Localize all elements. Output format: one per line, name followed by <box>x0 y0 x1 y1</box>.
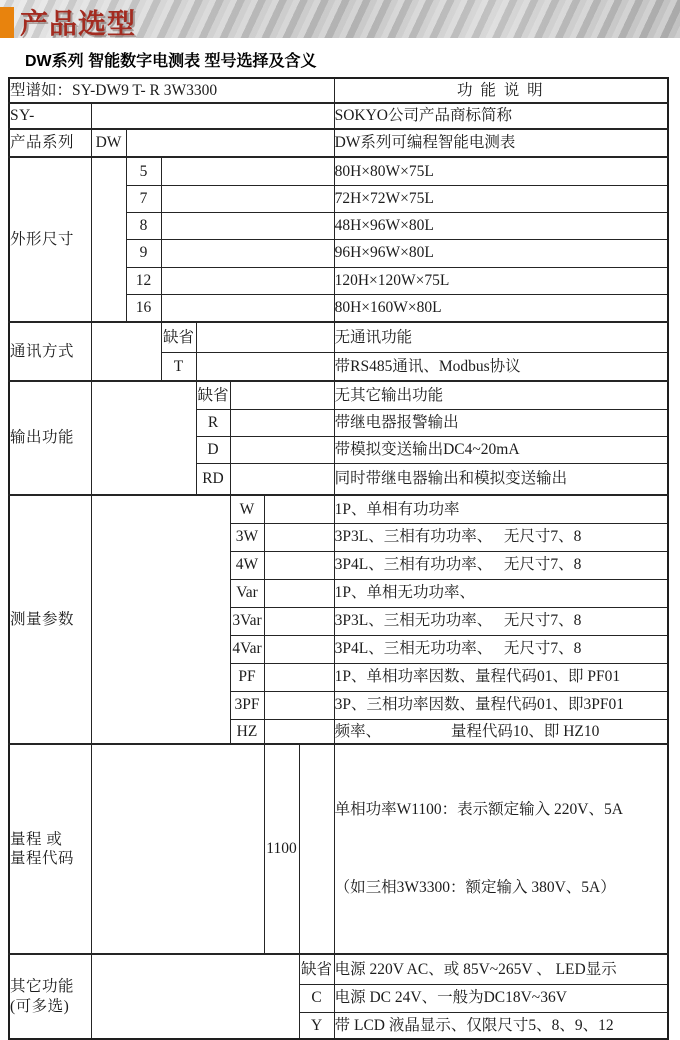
empty-cell <box>264 663 334 691</box>
measure-code: 3PF <box>230 691 264 719</box>
empty-cell <box>264 719 334 744</box>
range-section-label <box>9 744 91 954</box>
banner-accent-block <box>0 7 14 38</box>
measure-desc: 3P4L、三相无功功率、 无尺寸7、8 <box>334 635 668 663</box>
range-desc <box>334 744 668 954</box>
empty-cell <box>264 579 334 607</box>
measure-code: 3Var <box>230 607 264 635</box>
measure-desc: 1P、单相有功功率 <box>334 495 668 523</box>
empty-cell <box>264 551 334 579</box>
model-spectrum-header: 型谱如：SY-DW9 T- R 3W3300 <box>9 78 334 103</box>
empty-cell <box>91 954 299 1039</box>
size-code: 8 <box>126 212 161 239</box>
other-label-line2: (可多选) <box>10 997 70 1015</box>
size-desc: 48H×96W×80L <box>334 212 668 239</box>
output-code: 缺省 <box>196 381 230 409</box>
empty-cell <box>264 523 334 551</box>
measure-code: W <box>230 495 264 523</box>
empty-cell <box>91 103 334 129</box>
measure-desc: 3P3L、三相无功功率、 无尺寸7、8 <box>334 607 668 635</box>
empty-cell <box>91 495 230 744</box>
brand-desc: SOKYO公司产品商标简称 <box>334 103 668 129</box>
other-label-line1: 其它功能 <box>10 978 75 996</box>
size-code: 16 <box>126 294 161 322</box>
series-code: DW <box>91 129 126 157</box>
size-code: 7 <box>126 185 161 212</box>
brand-label: SY- <box>9 103 91 129</box>
output-desc: 带模拟变送输出DC4~20mA <box>334 436 668 463</box>
size-section-label: 外形尺寸 <box>9 157 91 322</box>
size-code: 5 <box>126 157 161 185</box>
size-desc: 72H×72W×75L <box>334 185 668 212</box>
empty-cell <box>126 129 334 157</box>
measure-code: 4W <box>230 551 264 579</box>
measure-code: Var <box>230 579 264 607</box>
empty-cell <box>264 635 334 663</box>
empty-cell <box>230 463 334 495</box>
size-code: 12 <box>126 267 161 294</box>
output-desc: 同时带继电器输出和模拟变送输出 <box>334 463 668 495</box>
measure-desc: 1P、单相功率因数、量程代码01、即 PF01 <box>334 663 668 691</box>
comm-desc: 无通讯功能 <box>334 322 668 352</box>
other-code: 缺省 <box>299 954 334 984</box>
page-title: 产品选型 <box>20 8 137 39</box>
empty-cell <box>91 322 161 381</box>
output-code: R <box>196 409 230 436</box>
empty-cell <box>264 691 334 719</box>
comm-code: T <box>161 352 196 381</box>
empty-cell <box>91 381 196 495</box>
range-label-line2: 量程代码 <box>10 850 75 867</box>
range-code: 1100 <box>264 744 299 954</box>
table-subtitle: DW系列 智能数字电测表 型号选择及含义 <box>25 53 317 70</box>
measure-desc: 3P、三相功率因数、量程代码01、即3PF01 <box>334 691 668 719</box>
empty-cell <box>161 267 334 294</box>
range-desc-line1: 单相功率W1100：表示额定输入 220V、5A <box>334 801 623 818</box>
output-desc: 带继电器报警输出 <box>334 409 668 436</box>
empty-cell <box>91 157 126 322</box>
empty-cell <box>161 294 334 322</box>
model-selection-table <box>8 77 669 1040</box>
empty-cell <box>161 157 334 185</box>
comm-section-label: 通讯方式 <box>9 322 91 381</box>
series-desc: DW系列可编程智能电测表 <box>334 129 668 157</box>
other-code: C <box>299 984 334 1012</box>
measure-desc: 频率、 量程代码10、即 HZ10 <box>334 719 668 744</box>
other-desc: 电源 DC 24V、一般为DC18V~36V <box>334 984 668 1012</box>
empty-cell <box>264 495 334 523</box>
empty-cell <box>299 744 334 954</box>
empty-cell <box>230 381 334 409</box>
empty-cell <box>264 607 334 635</box>
empty-cell <box>91 744 264 954</box>
measure-desc: 1P、单相无功功率、 <box>334 579 668 607</box>
output-section-label: 输出功能 <box>9 381 91 495</box>
size-desc: 120H×120W×75L <box>334 267 668 294</box>
page-banner <box>0 0 680 38</box>
range-desc-line2: （如三相3W3300：额定输入 380V、5A） <box>334 879 616 896</box>
function-description-header: 功 能 说 明 <box>334 78 668 103</box>
measure-code: 3W <box>230 523 264 551</box>
empty-cell <box>161 239 334 267</box>
output-code: D <box>196 436 230 463</box>
empty-cell <box>161 212 334 239</box>
other-desc: 带 LCD 液晶显示、仅限尺寸5、8、9、12 <box>334 1012 668 1039</box>
empty-cell <box>161 185 334 212</box>
size-desc: 96H×96W×80L <box>334 239 668 267</box>
measure-section-label: 测量参数 <box>9 495 91 744</box>
measure-desc: 3P3L、三相有功功率、 无尺寸7、8 <box>334 523 668 551</box>
series-label: 产品系列 <box>9 129 91 157</box>
output-desc: 无其它输出功能 <box>334 381 668 409</box>
other-code: Y <box>299 1012 334 1039</box>
output-code: RD <box>196 463 230 495</box>
size-desc: 80H×160W×80L <box>334 294 668 322</box>
measure-code: 4Var <box>230 635 264 663</box>
comm-code: 缺省 <box>161 322 196 352</box>
measure-code: PF <box>230 663 264 691</box>
empty-cell <box>230 409 334 436</box>
empty-cell <box>230 436 334 463</box>
other-section-label <box>9 954 91 1039</box>
measure-desc: 3P4L、三相有功功率、 无尺寸7、8 <box>334 551 668 579</box>
range-label-line1: 量程 或 <box>10 830 63 848</box>
size-code: 9 <box>126 239 161 267</box>
empty-cell <box>196 352 334 381</box>
other-desc: 电源 220V AC、或 85V~265V 、 LED显示 <box>334 954 668 984</box>
size-desc: 80H×80W×75L <box>334 157 668 185</box>
comm-desc: 带RS485通讯、Modbus协议 <box>334 352 668 381</box>
measure-code: HZ <box>230 719 264 744</box>
empty-cell <box>196 322 334 352</box>
